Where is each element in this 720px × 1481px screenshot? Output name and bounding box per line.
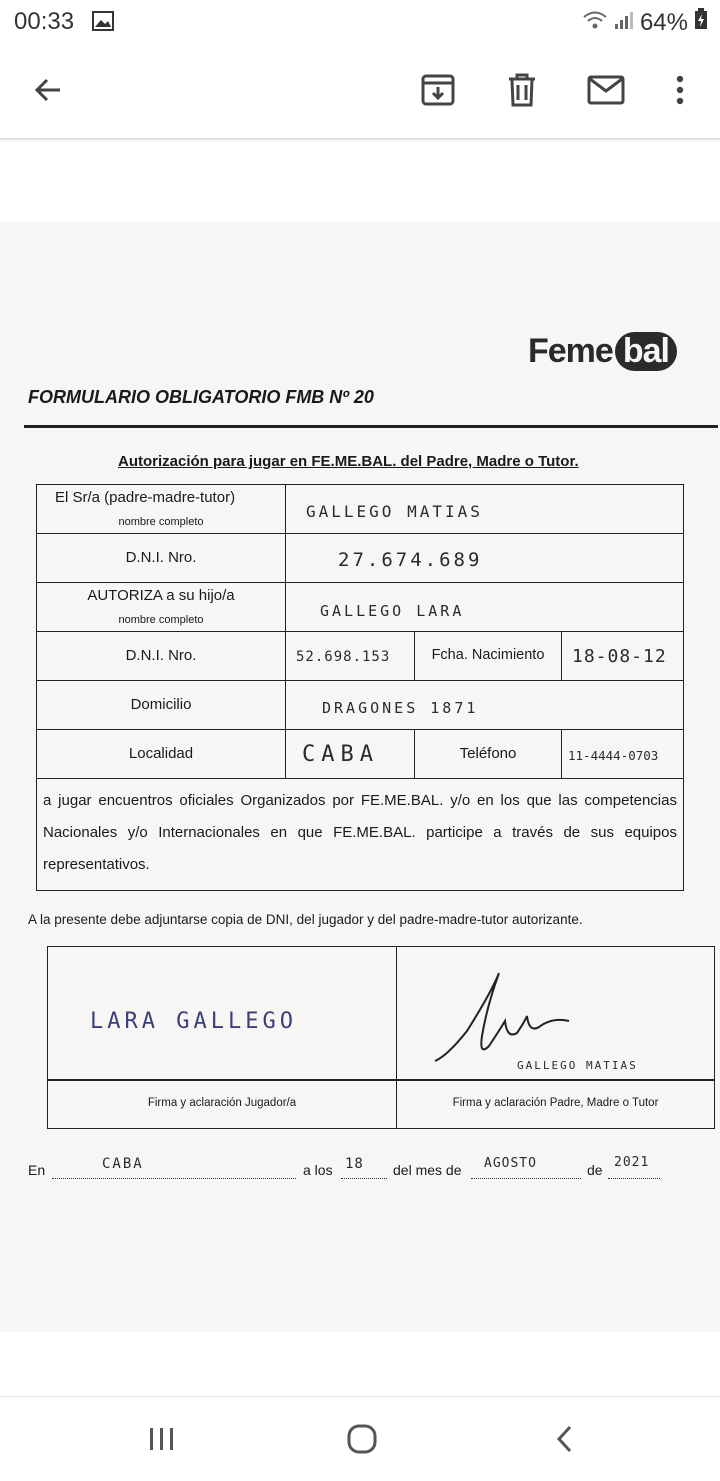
app-bar — [0, 44, 720, 138]
child-name-label-cell: AUTORIZA a su hijo/a nombre completo — [36, 582, 286, 632]
birth-date-value: 18-08-12 — [572, 646, 667, 667]
recent-apps-button[interactable] — [132, 1417, 192, 1461]
status-bar — [0, 0, 720, 44]
phone-cell — [561, 729, 684, 779]
handwritten-signature — [427, 961, 577, 1071]
femebal-logo: Feme bal — [528, 332, 677, 371]
wifi-icon — [582, 9, 608, 37]
system-nav-bar — [0, 1396, 720, 1481]
trash-icon — [505, 72, 539, 108]
child-dni-value: 52.698.153 — [296, 649, 391, 665]
parent-signature-box — [396, 946, 715, 1129]
form-subtitle: Autorización para jugar en FE.ME.BAL. del Padre, Madre o Tutor. — [118, 453, 579, 470]
home-icon — [347, 1424, 377, 1454]
address-label-cell: Domicilio — [36, 680, 286, 730]
image-notification-icon — [92, 11, 114, 36]
more-options-button[interactable] — [656, 66, 704, 114]
child-name-value: GALLEGO LARA — [320, 602, 465, 620]
parent-dni-cell — [285, 533, 684, 583]
more-vert-icon — [675, 74, 685, 106]
mark-unread-button[interactable] — [582, 66, 630, 114]
mail-icon — [587, 75, 625, 105]
parent-dni-label-cell: D.N.I. Nro. — [36, 533, 286, 583]
address-value: DRAGONES 1871 — [322, 699, 479, 717]
signal-icon — [614, 9, 634, 37]
birth-date-label-cell: Fcha. Nacimiento — [414, 631, 562, 681]
parent-signature-value: GALLEGO MATIAS — [517, 1059, 638, 1072]
parent-name-cell — [285, 484, 684, 534]
child-dni-cell — [285, 631, 415, 681]
battery-icon — [694, 8, 708, 37]
parent-name-label-cell: El Sr/a (padre-madre-tutor) nombre completo — [36, 484, 286, 534]
delete-button[interactable] — [498, 66, 546, 114]
birth-date-cell — [561, 631, 684, 681]
city-value: CABA — [302, 742, 379, 767]
parent-signature-label: Firma y aclaración Padre, Madre o Tutor — [452, 1097, 659, 1109]
archive-button[interactable] — [414, 66, 462, 114]
nav-back-button[interactable] — [534, 1417, 594, 1461]
date-day-value: 18 — [345, 1156, 364, 1172]
date-year-value: 2021 — [614, 1155, 650, 1170]
address-cell — [285, 680, 684, 730]
authorization-text: a jugar encuentros oficiales Organizados por FE.ME.BAL. y/o en los que las competencias Nacionales y/o Internacionales en que FE.ME.BAL. participe a través de sus equipos representativos. — [43, 792, 677, 873]
attachment-viewer[interactable] — [0, 142, 720, 1397]
attachment-note: A la presente debe adjuntarse copia de DNI, del jugador y del padre-madre-tutor autorizante. — [28, 912, 583, 927]
child-dni-label-cell: D.N.I. Nro. — [36, 631, 286, 681]
archive-icon — [420, 72, 456, 108]
back-button[interactable] — [24, 66, 72, 114]
form-title: FORMULARIO OBLIGATORIO FMB Nº 20 — [28, 387, 374, 407]
authorization-text-cell — [36, 778, 684, 891]
battery-level: 64% — [639, 8, 688, 36]
date-month-value: AGOSTO — [484, 1156, 537, 1171]
date-place-value: CABA — [102, 1156, 144, 1172]
status-time: 00:33 — [14, 8, 75, 35]
city-cell — [285, 729, 415, 779]
child-name-cell — [285, 582, 684, 632]
recent-apps-icon — [147, 1426, 177, 1452]
player-signature-label: Firma y aclaración Jugador/a — [147, 1097, 297, 1109]
scanned-form: Feme bal FORMULARIO OBLIGATORIO FMB Nº 20 Autorización para jugar en FE.ME.BAL. del Padre, Madre o Tutor. El Sr/a (padre-madre-tutor) nombre completo GALLEGO MATIAS D.N.I. Nro. 27.674.689 AUTORIZA a su hijo/a nombre completo GALLEGO LARA D.N.I. Nro. 52.698.153 Fcha. Nacimiento 18-08-12 Domicilio DRAGONES 1871 Localidad CABA Teléfono 11-4444-0703 a jugar encuentros oficiales Organizados por FE.ME.BAL. y/o en los que las competencias Nacionales y/o Internacionales en que FE.ME.BAL. participe a través de sus equipos representativos. A la presente debe adjuntarse copia de DNI, del jugador y del padre-madre-tutor autorizante. LARA GALLEGO Firma y aclaración Jugador/a GALLEGO MATIAS Firma y aclaración Padre, Madre o Tutor En CABA a los 18 del mes de AGOSTO de 2021 — [0, 222, 720, 1332]
phone-label-cell: Teléfono — [414, 729, 562, 779]
phone-value: 11-4444-0703 — [568, 748, 659, 763]
nav-back-icon — [554, 1424, 574, 1454]
parent-dni-value: 27.674.689 — [338, 549, 483, 571]
player-signature-value: LARA GALLEGO — [90, 1009, 297, 1034]
city-label-cell: Localidad — [36, 729, 286, 779]
arrow-left-icon — [32, 74, 64, 106]
home-button[interactable] — [332, 1417, 392, 1461]
player-signature-box — [47, 946, 397, 1129]
parent-name-value: GALLEGO MATIAS — [306, 502, 483, 521]
